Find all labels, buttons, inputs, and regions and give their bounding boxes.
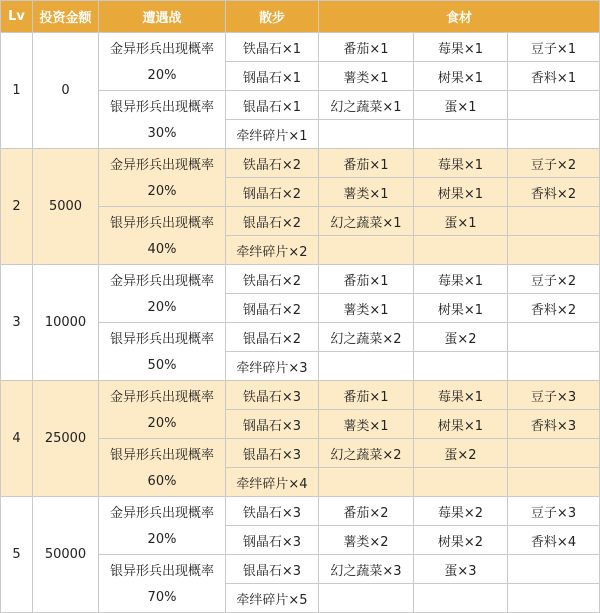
walk-item: 钢晶石×2 [226,178,319,207]
invest-cell: 0 [33,33,99,149]
encounter-silver-label: 银异形兵出现概率 [109,99,214,115]
food-item [319,236,414,265]
invest-cell: 50000 [33,497,99,613]
food-item: 薯类×1 [319,294,414,323]
encounter-silver-rate: 50% [147,358,177,374]
food-item: 豆子×3 [508,497,600,526]
walk-item: 铁晶石×1 [226,33,319,62]
encounter-silver-cell [99,439,226,497]
encounter-gold-rate: 20% [147,300,177,316]
encounter-gold-rate: 20% [147,416,177,432]
food-item: 蛋×3 [414,555,508,584]
food-item: 豆子×2 [508,149,600,178]
table-row [1,149,600,178]
table-row [1,381,600,410]
food-item: 薯类×1 [319,410,414,439]
header-food: 食材 [319,1,600,33]
encounter-gold-cell [99,497,226,555]
food-item [414,584,508,613]
food-item: 莓果×1 [414,33,508,62]
food-item: 番茄×1 [319,149,414,178]
food-item [508,352,600,381]
food-item: 蛋×1 [414,91,508,120]
encounter-silver-cell [99,207,226,265]
walk-item: 牵绊碎片×5 [226,584,319,613]
level-cell: 3 [1,265,33,381]
food-item: 树果×1 [414,62,508,91]
food-item [508,584,600,613]
food-item: 薯类×1 [319,62,414,91]
food-item [414,236,508,265]
encounter-gold-cell [99,149,226,207]
food-item: 薯类×2 [319,526,414,555]
header-row [1,1,600,33]
encounter-gold-label: 金异形兵出现概率 [109,389,214,405]
food-item: 幻之蔬菜×3 [319,555,414,584]
encounter-silver-rate: 60% [147,474,177,490]
walk-item: 铁晶石×3 [226,381,319,410]
food-item [508,439,600,468]
encounter-silver-label: 银异形兵出现概率 [109,447,214,463]
food-item: 树果×2 [414,526,508,555]
food-item [319,352,414,381]
walk-item: 银晶石×1 [226,91,319,120]
walk-item: 钢晶石×2 [226,294,319,323]
food-item: 莓果×1 [414,381,508,410]
walk-item: 银晶石×3 [226,555,319,584]
food-item: 树果×1 [414,294,508,323]
encounter-silver-cell [99,323,226,381]
table-row [1,497,600,526]
food-item: 番茄×1 [319,381,414,410]
food-item: 豆子×3 [508,381,600,410]
food-item: 豆子×1 [508,33,600,62]
header-walk: 散步 [226,1,319,33]
walk-item: 铁晶石×3 [226,497,319,526]
walk-item: 银晶石×2 [226,323,319,352]
encounter-silver-cell [99,91,226,149]
level-cell: 1 [1,33,33,149]
walk-item: 铁晶石×2 [226,265,319,294]
walk-item: 钢晶石×3 [226,410,319,439]
food-item [508,91,600,120]
food-item [508,555,600,584]
header-encounter: 遭遇战 [99,1,226,33]
encounter-silver-rate: 40% [147,242,177,258]
walk-item: 牵绊碎片×2 [226,236,319,265]
encounter-gold-label: 金异形兵出现概率 [109,157,214,173]
level-cell: 2 [1,149,33,265]
food-item: 树果×1 [414,178,508,207]
food-item: 番茄×1 [319,33,414,62]
food-item [508,323,600,352]
food-item: 莓果×1 [414,149,508,178]
encounter-gold-cell [99,265,226,323]
food-item: 豆子×2 [508,265,600,294]
food-item: 幻之蔬菜×2 [319,323,414,352]
encounter-silver-cell [99,555,226,613]
invest-cell: 5000 [33,149,99,265]
food-item: 莓果×1 [414,265,508,294]
header-invest: 投资金额 [33,1,99,33]
encounter-silver-label: 银异形兵出现概率 [109,331,214,347]
encounter-gold-cell [99,381,226,439]
food-item: 香料×2 [508,294,600,323]
encounter-silver-label: 银异形兵出现概率 [109,563,214,579]
encounter-silver-rate: 30% [147,126,177,142]
food-item: 香料×1 [508,62,600,91]
encounter-silver-rate: 70% [147,590,177,606]
food-item [414,468,508,497]
food-item: 薯类×1 [319,178,414,207]
food-item: 莓果×2 [414,497,508,526]
food-item: 番茄×2 [319,497,414,526]
food-item [414,120,508,149]
level-cell: 5 [1,497,33,613]
food-item [319,584,414,613]
encounter-gold-rate: 20% [147,68,177,84]
food-item [508,236,600,265]
walk-item: 银晶石×2 [226,207,319,236]
food-item: 树果×1 [414,410,508,439]
walk-item: 银晶石×3 [226,439,319,468]
encounter-gold-rate: 20% [147,532,177,548]
walk-item: 牵绊碎片×1 [226,120,319,149]
encounter-gold-cell [99,33,226,91]
food-item: 幻之蔬菜×1 [319,207,414,236]
table-row [1,265,600,294]
header-lv: Lv [1,1,33,33]
walk-item: 钢晶石×1 [226,62,319,91]
food-item [508,120,600,149]
encounter-gold-label: 金异形兵出现概率 [109,273,214,289]
food-item [508,207,600,236]
food-item: 幻之蔬菜×2 [319,439,414,468]
food-item: 蛋×2 [414,323,508,352]
walk-item: 牵绊碎片×4 [226,468,319,497]
food-item [414,352,508,381]
invest-cell: 25000 [33,381,99,497]
encounter-gold-rate: 20% [147,184,177,200]
food-item [319,120,414,149]
food-item: 番茄×1 [319,265,414,294]
encounter-gold-label: 金异形兵出现概率 [109,505,214,521]
walk-item: 牵绊碎片×3 [226,352,319,381]
level-cell: 4 [1,381,33,497]
food-item: 蛋×1 [414,207,508,236]
food-item: 香料×4 [508,526,600,555]
food-item: 香料×2 [508,178,600,207]
walk-item: 铁晶石×2 [226,149,319,178]
encounter-silver-label: 银异形兵出现概率 [109,215,214,231]
table-row [1,33,600,62]
invest-cell: 10000 [33,265,99,381]
food-item: 蛋×2 [414,439,508,468]
food-item [319,468,414,497]
food-item: 香料×3 [508,410,600,439]
food-item [508,468,600,497]
encounter-gold-label: 金异形兵出现概率 [109,41,214,57]
walk-item: 钢晶石×3 [226,526,319,555]
food-item: 幻之蔬菜×1 [319,91,414,120]
